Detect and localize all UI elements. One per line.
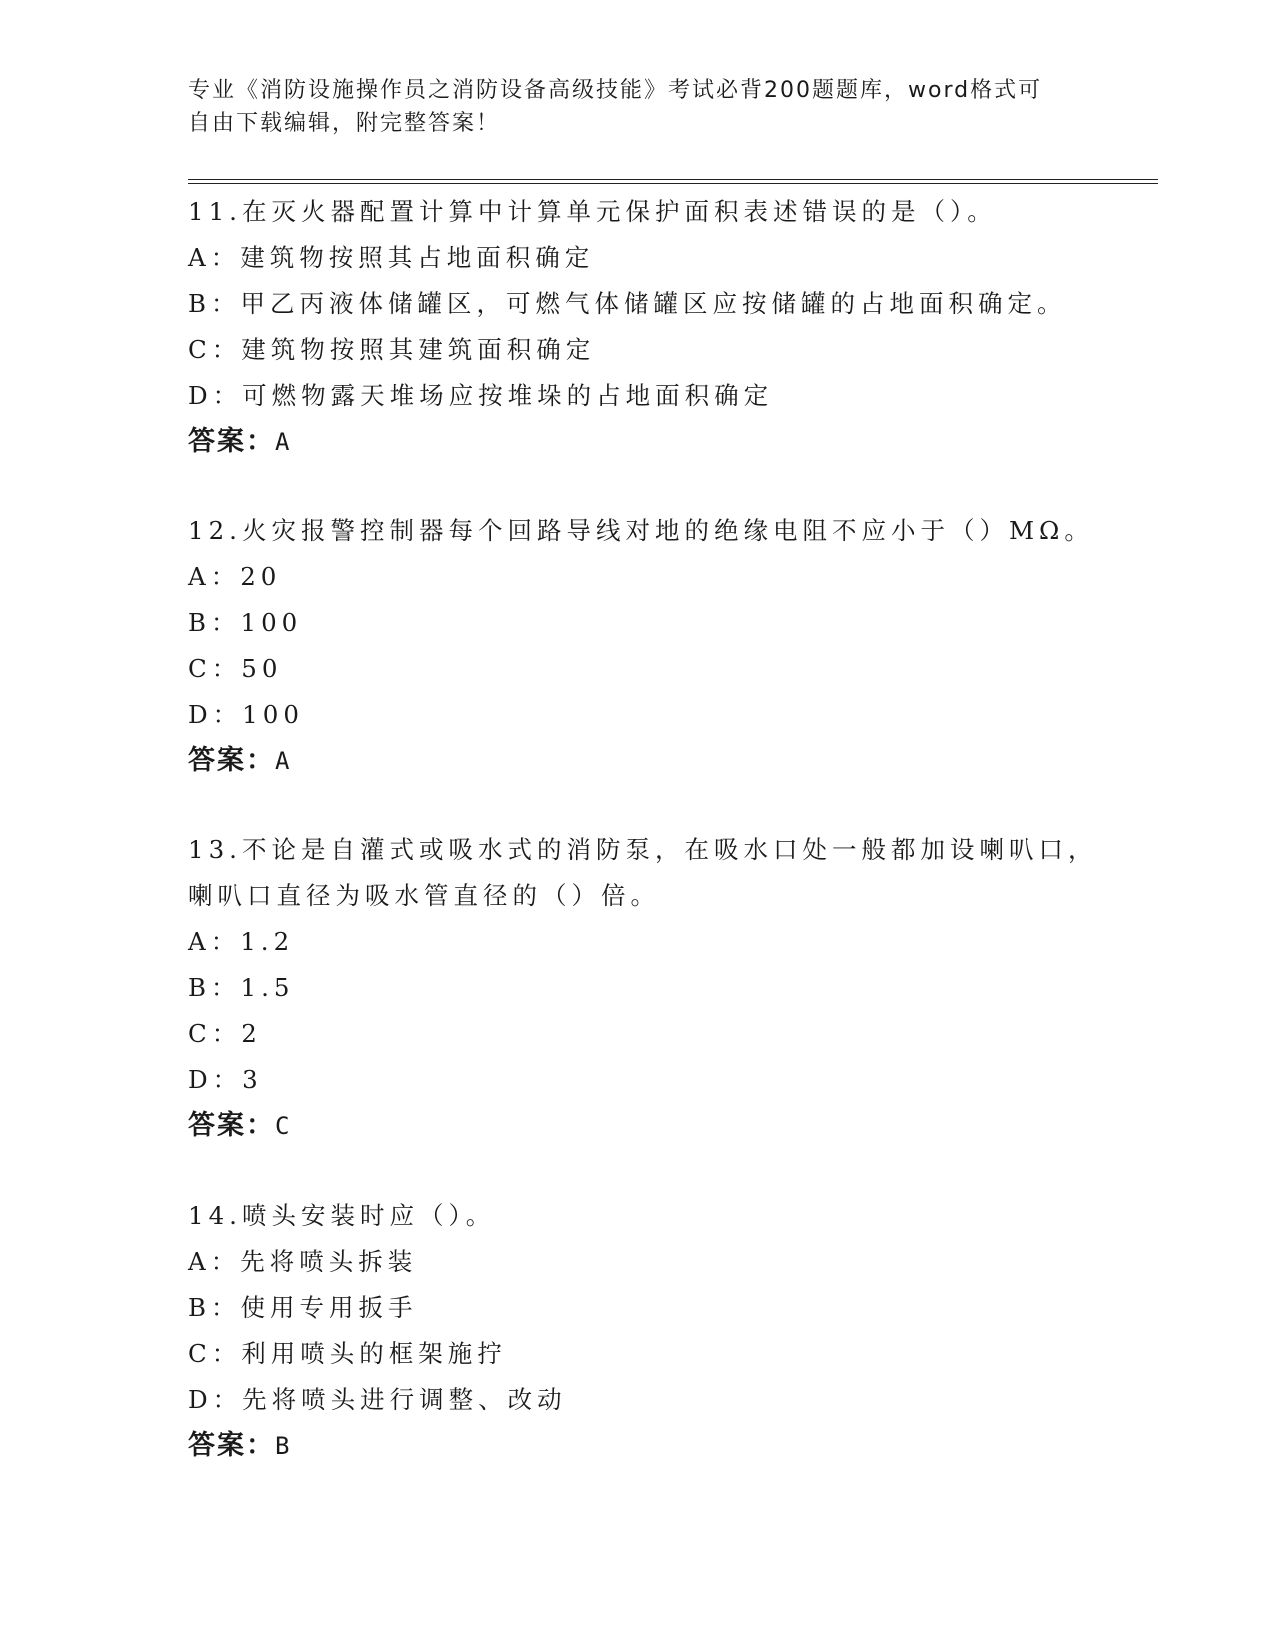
answer-line — [188, 738, 1088, 784]
option-b: B：100 — [188, 608, 303, 637]
answer-line — [188, 1103, 1088, 1149]
answer-label: 答案： — [188, 745, 275, 776]
answer-label: 答案： — [188, 1430, 275, 1461]
option-a: A：20 — [188, 562, 282, 591]
option-b: B：甲乙丙液体储罐区，可燃气体储罐区应按储罐的占地面积确定。 — [188, 289, 1067, 318]
question-stem-continued: 喇叭口直径为吸水管直径的（）倍。 — [188, 881, 660, 910]
question-stem: 11.在灭火器配置计算中计算单元保护面积表述错误的是（）。 — [188, 197, 997, 226]
header-divider-bottom — [188, 183, 1158, 184]
option-b: B：1.5 — [188, 973, 295, 1002]
answer-line — [188, 419, 1088, 465]
header-divider-top — [188, 179, 1158, 180]
option-b: B：使用专用扳手 — [188, 1293, 418, 1322]
answer-value: A — [275, 428, 292, 456]
option-a: A：1.2 — [188, 927, 295, 956]
option-c: C：利用喷头的框架施拧 — [188, 1339, 507, 1368]
question-stem: 13.不论是自灌式或吸水式的消防泵，在吸水口处一般都加设喇叭口， — [188, 835, 1098, 864]
question-14 — [188, 1193, 1088, 1469]
header-line-2: 自由下载编辑，附完整答案！ — [188, 111, 501, 136]
option-a: A：建筑物按照其占地面积确定 — [188, 243, 595, 272]
document-header — [188, 74, 1068, 140]
option-d: D：3 — [188, 1065, 263, 1094]
question-12 — [188, 508, 1094, 784]
option-c: C：50 — [188, 654, 283, 683]
header-line-1: 专业《消防设施操作员之消防设备高级技能》考试必背200题题库，word格式可 — [188, 78, 1043, 103]
answer-value: C — [275, 1112, 292, 1140]
option-a: A：先将喷头拆装 — [188, 1247, 418, 1276]
option-d: D：100 — [188, 700, 304, 729]
option-d: D：可燃物露天堆场应按堆垛的占地面积确定 — [188, 381, 774, 410]
option-c: C：建筑物按照其建筑面积确定 — [188, 335, 596, 364]
question-stem: 14.喷头安装时应（）。 — [188, 1201, 496, 1230]
question-11 — [188, 189, 1088, 465]
question-13 — [188, 827, 1098, 1149]
answer-label: 答案： — [188, 1110, 275, 1141]
option-c: C：2 — [188, 1019, 262, 1048]
answer-value: B — [275, 1432, 292, 1460]
answer-value: A — [275, 747, 292, 775]
answer-line — [188, 1423, 1088, 1469]
question-stem: 12.火灾报警控制器每个回路导线对地的绝缘电阻不应小于（）MΩ。 — [188, 516, 1094, 545]
option-d: D：先将喷头进行调整、改动 — [188, 1385, 567, 1414]
answer-label: 答案： — [188, 426, 275, 457]
